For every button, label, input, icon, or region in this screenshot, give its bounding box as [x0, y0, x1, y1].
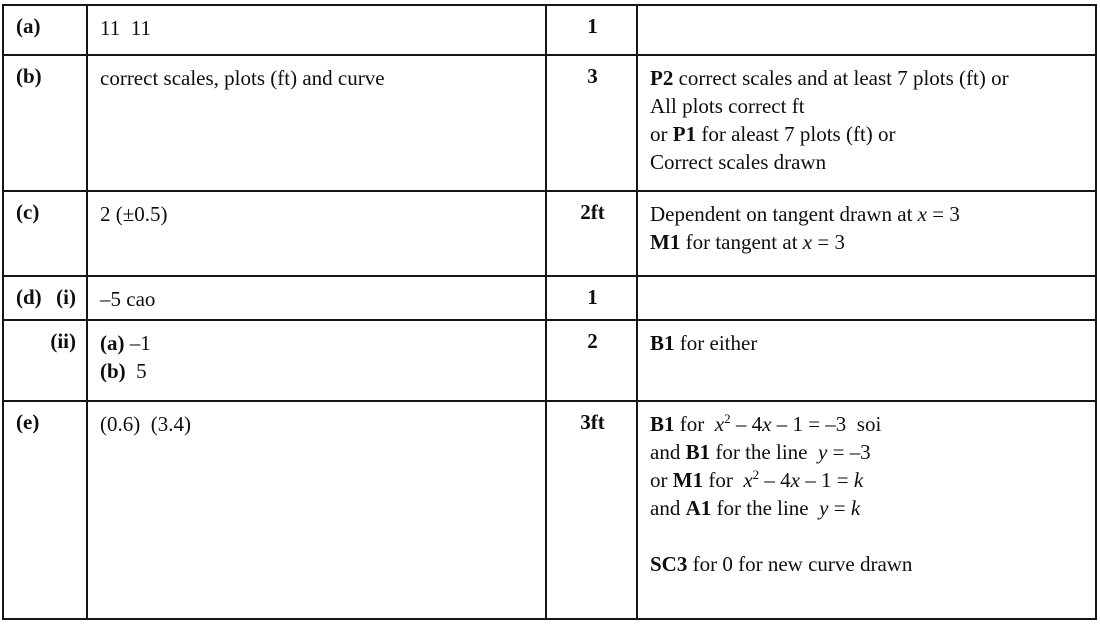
- table-row: [3, 401, 1096, 619]
- notes-cell: [637, 276, 1096, 320]
- table-row: [3, 276, 1096, 320]
- mark-scheme-table: [2, 4, 1097, 620]
- table-row: [3, 320, 1096, 401]
- notes-cell: [637, 55, 1096, 191]
- text-line: 2 (±0.5): [100, 202, 168, 226]
- part-cell: [3, 5, 87, 55]
- text-line: Correct scales drawn: [650, 150, 827, 174]
- part-cell: [3, 276, 87, 320]
- text-line: (b) 5: [100, 359, 147, 383]
- text-line: correct scales, plots (ft) and curve: [100, 66, 385, 90]
- table-row: [3, 55, 1096, 191]
- mark-cell: 2ft: [546, 191, 637, 276]
- subpart-label: (i): [56, 285, 76, 309]
- text-line: and A1 for the line y = k: [650, 496, 861, 520]
- answer-cell: [87, 5, 546, 55]
- mark-cell: 1: [546, 5, 637, 55]
- text-line: SC3 for 0 for new curve drawn: [650, 552, 913, 576]
- text-line: M1 for tangent at x = 3: [650, 230, 845, 254]
- mark-cell: 3: [546, 55, 637, 191]
- mark-cell: 1: [546, 276, 637, 320]
- table-row: [3, 191, 1096, 276]
- answer-cell: [87, 401, 546, 619]
- answer-cell: [87, 191, 546, 276]
- text-line: B1 for $x^2 - 4x - 1 = -3$ soi: [650, 411, 882, 436]
- text-line: (0.6) (3.4): [100, 412, 191, 436]
- text-line: P2 correct scales and at least 7 plots (ft) or: [650, 66, 1009, 90]
- part-cell: [3, 401, 87, 619]
- answer-cell: [87, 320, 546, 401]
- text-line: (a) –1: [100, 331, 151, 355]
- part-label: (e): [16, 410, 40, 434]
- mark-cell: 3ft: [546, 401, 637, 619]
- text-line: or M1 for $x^2 - 4x - 1 = k$: [650, 467, 864, 492]
- text-line: B1 for either: [650, 331, 758, 355]
- text-line: Dependent on tangent drawn at x = 3: [650, 202, 960, 226]
- answer-cell: [87, 276, 546, 320]
- subpart-label: (ii): [50, 329, 76, 353]
- text-line: 11 11: [100, 16, 151, 40]
- text-line: and B1 for the line y = –3: [650, 440, 871, 464]
- text-line: or P1 for aleast 7 plots (ft) or: [650, 122, 896, 146]
- table-row: [3, 5, 1096, 55]
- part-label: (c): [16, 200, 40, 224]
- part-cell: [3, 191, 87, 276]
- notes-cell: [637, 320, 1096, 401]
- mark-cell: 2: [546, 320, 637, 401]
- text-line: [650, 522, 1085, 550]
- part-cell: [3, 55, 87, 191]
- part-label: (d): [16, 285, 42, 309]
- text-line: –5 cao: [100, 287, 156, 311]
- part-label: (b): [16, 64, 42, 88]
- part-label: (a): [16, 14, 41, 38]
- answer-cell: [87, 55, 546, 191]
- notes-cell: [637, 191, 1096, 276]
- text-line: All plots correct ft: [650, 94, 805, 118]
- notes-cell: [637, 401, 1096, 619]
- notes-cell: [637, 5, 1096, 55]
- part-cell: [3, 320, 87, 401]
